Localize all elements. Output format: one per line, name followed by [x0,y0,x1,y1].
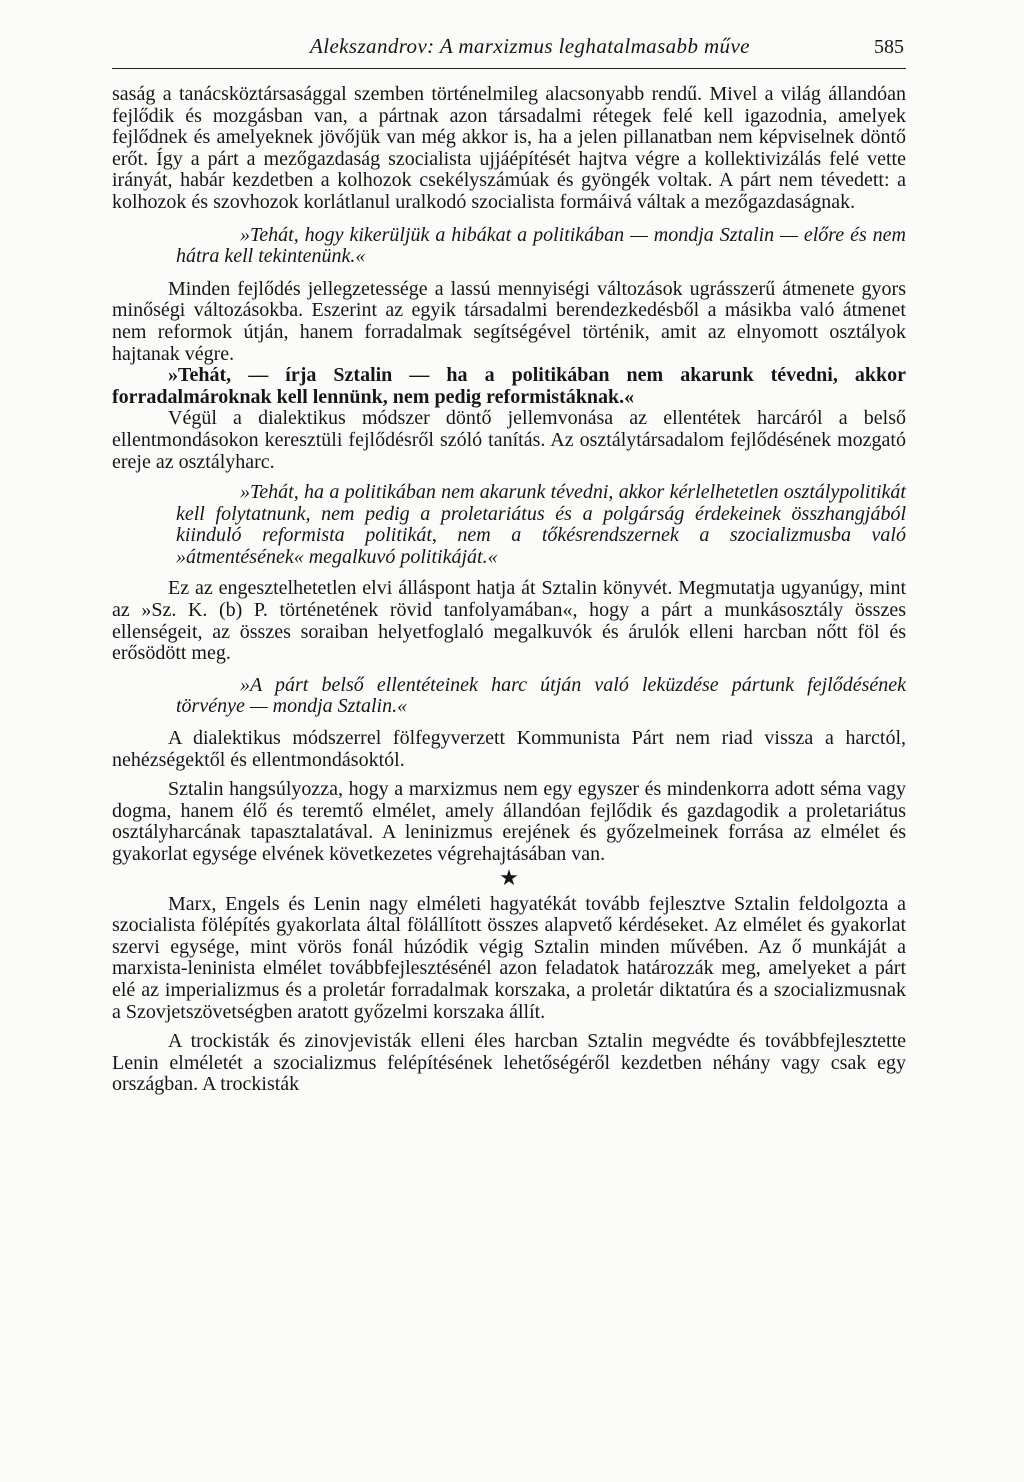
paragraph: A dialektikus módszerrel fölfegyverzett Kommunista Párt nem riad vissza a harctól, nehézségektől és ellentmondásoktól. [112,727,906,771]
star-separator-icon: ★ [499,864,519,890]
block-quote: »Tehát, ha a politikában nem akarunk tévedni, akkor kérlelhetetlen osztálypolitikát kell folytatnunk, nem pedig a proletariátus és a polgárság érdekeinek összhangjából kiinduló reformista politikát, nem a tőkésrendszernek a szocializmusba való »átmentésének« megalkuvó politikáját.« [176,481,906,568]
paragraph-bold-quote: »Tehát, — írja Sztalin — ha a politikában nem akarunk tévedni, akkor forradalmároknak kell lennünk, nem pedig reformistáknak.« [112,364,906,408]
paragraph: Végül a dialektikus módszer döntő jellemvonása az ellentétek harcáról a belső ellentmondásokon keresztüli fejlődésről szóló tanítás. Az osztálytársadalom fejlődésének mozgató ereje az osztályharc. [112,407,906,473]
page-number: 585 [874,36,904,58]
paragraph: saság a tanácsköztársasággal szemben történelmileg alacsonyabb rendű. Mivel a világ állandóan fejlődik és mozgásban van, a pártnak azon társadalmi rétegek felé kell igazodnia, amelyek fejlődnek és amelyeknek jövőjük van még akkor is, ha a jelen pillanatban nem képviselnek döntő erőt. Így a párt a mezőgazdaság szocialista ujjáépítését hajtva végre a kollektivizálás felé vette irányát, habár kezdetben a kolhozok csekélyszámúak és gyöngék voltak. A párt nem tévedett: a kolhozok és szovhozok korlátlanul uralkodó szocialista formáivá váltak a mezőgazdaságnak. [112,83,906,213]
body-text [112,84,906,1096]
paragraph: Minden fejlődés jellegzetessége a lassú mennyiségi változások ugrásszerű átmenete gyors minőségi változásokba. Eszerint az egyik társadalmi berendezkedésből a másikba való átmenet nem reformok útján, hanem forradalmak segítségével történik, amit az elnyomott osztályok hajtanak végre. [112,277,906,365]
block-quote: »Tehát, hogy kikerüljük a hibákat a politikában — mondja Sztalin — előre és nem hátra kell tekintenünk.« [176,223,906,268]
running-title: Alekszandrov: A marxizmus leghatalmasabb műve [310,34,750,58]
paragraph: Marx, Engels és Lenin nagy elméleti hagyatékát tovább fejlesztve Sztalin feldolgozta a szocialista fölépítés gyakorlata által fölállított összes alapvető kérdéseket. Az elmélet és gyakorlat szervi egysége, mint vörös fonál húzódik végig Sztalin minden művében. Az ő munkáját a marxista-leninista elmélet továbbfejlesztésénél azon feladatok határozzák meg, amelyeket a párt elé az imperializmus és a proletár forradalmak korszaka, a proletár diktatúra és a szocializmusnak a Szovjetszövetségben aratott győzelmi korszaka állít. [112,892,906,1023]
page-header [112,30,906,66]
paragraph: Ez az engesztelhetetlen elvi álláspont hatja át Sztalin könyvét. Megmutatja ugyanúgy, mint az »Sz. K. (b) P. történetének rövid tanfolyamában«, hogy a párt a munkásosztály összes ellenségeit, az összes soraiban helyetfoglaló megalkuvók és árulók elleni harcban nőtt föl és erősödött meg. [112,577,906,665]
header-rule [112,68,906,69]
paragraph: A trockisták és zinovjevisták elleni éles harcban Sztalin megvédte és továbbfejlesztette Lenin elméletét a szocializmus felépítésének lehetőségéről kezdetben néhány vagy csak egy országban. A trockisták [112,1030,906,1096]
block-quote: »A párt belső ellentéteinek harc útján való leküzdése pártunk fejlődésének törvénye — mondja Sztalin.« [176,673,906,718]
paragraph: Sztalin hangsúlyozza, hogy a marxizmus nem egy egyszer és mindenkorra adott séma vagy dogma, hanem élő és teremtő elmélet, amely állandóan fejlődik és gazdagodik a proletariátus osztályharcának tapasztalatával. A leninizmus erejének és győzelmeinek forrása az elmélet és gyakorlat egysége elvének következetes végrehajtásában van. [112,778,906,865]
